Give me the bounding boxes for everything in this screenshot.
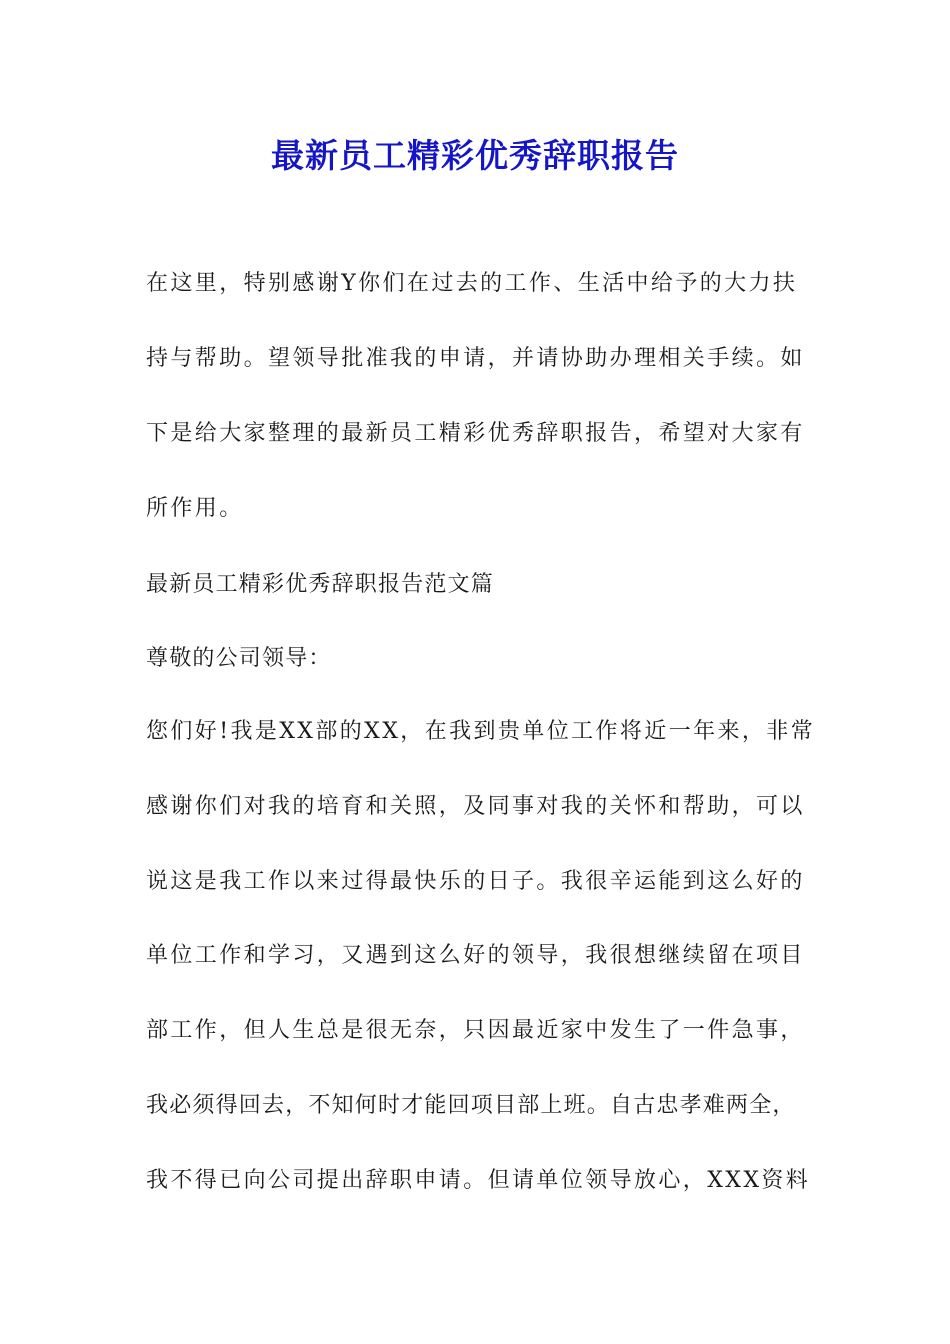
intro-line: 下是给大家整理的最新员工精彩优秀辞职报告，希望对大家有	[146, 421, 805, 446]
document-title: 最新员工精彩优秀辞职报告	[271, 136, 679, 175]
intro-line: 在这里，特别感谢Y你们在过去的工作、生活中给予的大力扶	[146, 271, 798, 296]
salutation: 尊敬的公司领导：	[146, 646, 332, 671]
body-line: 单位工作和学习，又遇到这么好的领导，我很想继续留在项目	[146, 943, 805, 968]
body-line: 部工作，但人生总是很无奈，只因最近家中发生了一件急事，	[146, 1018, 805, 1043]
body-line: 感谢你们对我的培育和关照，及同事对我的关怀和帮助，可以	[146, 794, 805, 819]
intro-line: 持与帮助。望领导批准我的申请，并请协助办理相关手续。如	[146, 346, 805, 371]
body-line: 您们好!我是XX部的XX，在我到贵单位工作将近一年来，非常	[146, 719, 816, 744]
intro-line: 所作用。	[146, 496, 244, 521]
body-line: 说这是我工作以来过得最快乐的日子。我很辛运能到这么好的	[146, 869, 805, 894]
body-line: 我必须得回去，不知何时才能回项目部上班。自古忠孝难两全，	[146, 1093, 796, 1118]
body-line: 我不得已向公司提出辞职申请。但请单位领导放心，XXX资料	[146, 1168, 811, 1193]
section-heading: 最新员工精彩优秀辞职报告范文篇	[146, 572, 495, 597]
